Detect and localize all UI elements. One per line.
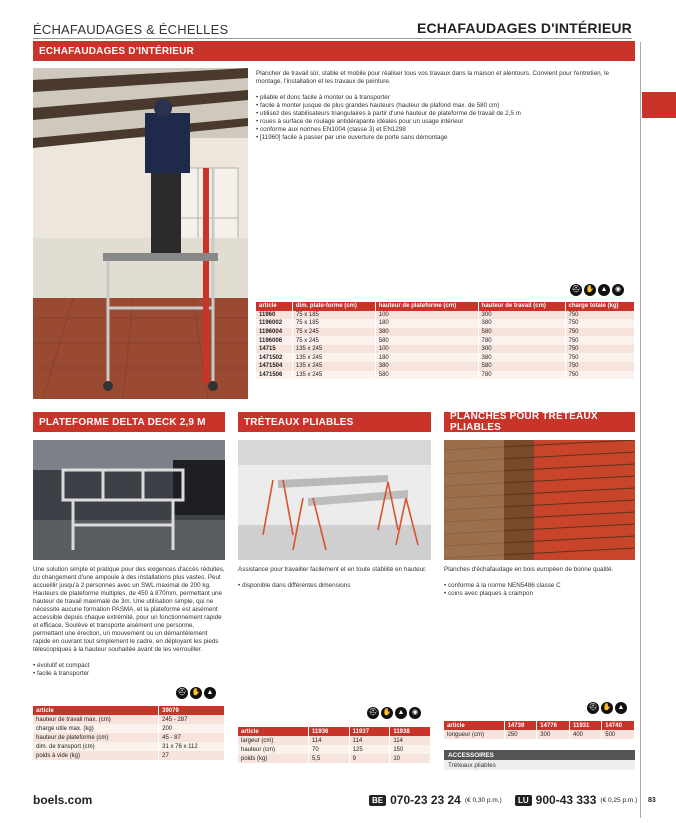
- planches-bullet: • conforme à la norme NEN5486 classe C: [444, 582, 635, 590]
- table-cell: charge utile max. (kg): [33, 724, 159, 733]
- table-cell: 180: [375, 319, 478, 328]
- table-cell: 300: [478, 345, 565, 354]
- main-spec-table: [256, 302, 635, 379]
- delta-safety-icons: [176, 687, 216, 699]
- table-cell: 750: [565, 311, 635, 320]
- table-cell: 300: [478, 311, 565, 320]
- table-cell: hauteur de travail max. (cm): [33, 715, 159, 724]
- table-row: [256, 328, 635, 337]
- table-cell: 27: [159, 751, 225, 760]
- table-cell: 750: [565, 353, 635, 362]
- col-header: article: [33, 706, 159, 715]
- footer-website[interactable]: boels.com: [33, 793, 93, 807]
- footer-lu-contact: [515, 793, 637, 807]
- gloves-icon: ✋: [601, 702, 613, 714]
- table-row: [238, 736, 431, 745]
- gloves-icon: ✋: [190, 687, 202, 699]
- table-cell: 75 x 185: [292, 319, 375, 328]
- table-cell: 750: [565, 371, 635, 380]
- delta-bullet: • facile à transporter: [33, 670, 225, 678]
- col-header: 11936: [309, 727, 350, 736]
- accessories-bar: [444, 750, 635, 760]
- table-row: [33, 715, 225, 724]
- table-cell: 380: [478, 319, 565, 328]
- lu-badge: LU: [515, 795, 532, 806]
- col-header: hauteur de travail (cm): [478, 302, 565, 311]
- delta-section-title: PLATEFORME DELTA DECK 2,9 M: [39, 416, 206, 428]
- table-cell: 100: [375, 345, 478, 354]
- table-header-row: [444, 721, 635, 730]
- table-cell: 1196004: [256, 328, 292, 337]
- lu-rate: (€ 0,25 p.m.): [600, 796, 638, 804]
- table-cell: 114: [390, 736, 431, 745]
- table-cell: 5,5: [309, 754, 350, 763]
- table-cell: 1471506: [256, 371, 292, 380]
- section-title: ECHAFAUDAGES D'INTÉRIEUR: [416, 20, 632, 36]
- table-cell: 180: [375, 353, 478, 362]
- helmet-icon: ⛑: [570, 284, 582, 296]
- shoes-icon: ▲: [598, 284, 610, 296]
- helmet-icon: ⛑: [367, 707, 379, 719]
- treteaux-section-title: TRÉTEAUX PLIABLES: [244, 416, 354, 428]
- col-header: 14740: [602, 721, 635, 730]
- table-cell: 1196006: [256, 336, 292, 345]
- table-cell: dim. de transport (cm): [33, 742, 159, 751]
- shoes-icon: ▲: [615, 702, 627, 714]
- table-cell: 750: [565, 336, 635, 345]
- delta-bullet: • évolutif et compact: [33, 662, 225, 670]
- gloves-icon: ✋: [381, 707, 393, 719]
- table-cell: 114: [309, 736, 350, 745]
- planches-section-bar: [444, 412, 635, 432]
- table-row: [238, 754, 431, 763]
- table-cell: 200: [159, 724, 225, 733]
- planches-description: Planches d'échafaudage en bois européen de bonne qualité.: [444, 566, 614, 573]
- table-cell: 75 x 185: [292, 311, 375, 320]
- table-header-row: [256, 302, 635, 311]
- table-cell: 14715: [256, 345, 292, 354]
- table-row: [256, 345, 635, 354]
- table-row: [256, 371, 635, 380]
- chapter-tab: [642, 92, 676, 118]
- table-cell: 1471504: [256, 362, 292, 371]
- delta-section-bar: [33, 412, 225, 432]
- planches-bullets: [444, 582, 635, 598]
- col-header: article: [238, 727, 309, 736]
- accessories-title: ACCESSOIRES: [448, 751, 494, 759]
- table-cell: poids (kg): [238, 754, 309, 763]
- table-cell: 750: [565, 362, 635, 371]
- table-cell: 245 - 287: [159, 715, 225, 724]
- accessories-item: Tréteaux pliables: [448, 761, 496, 769]
- table-cell: 70: [309, 745, 350, 754]
- delta-description-block: [33, 566, 225, 678]
- harness-icon: ◉: [612, 284, 624, 296]
- table-cell: 380: [478, 353, 565, 362]
- treteaux-bullet: • disponible dans différentes dimensions: [238, 582, 431, 590]
- header-divider: [33, 38, 632, 39]
- col-header: 11938: [390, 727, 431, 736]
- table-cell: 135 x 245: [292, 353, 375, 362]
- planches-description-block: [444, 566, 635, 598]
- planches-spec-table: [444, 721, 635, 739]
- table-cell: 300: [537, 730, 570, 739]
- table-cell: 780: [478, 336, 565, 345]
- table-cell: 750: [565, 345, 635, 354]
- be-rate: (€ 0,30 p.m.): [464, 796, 502, 804]
- planches-section-title: PLANCHES POUR TRÉTEAUX PLIABLES: [450, 411, 598, 433]
- helmet-icon: ⛑: [587, 702, 599, 714]
- helmet-icon: ⛑: [176, 687, 188, 699]
- table-cell: 125: [349, 745, 390, 754]
- table-cell: 500: [602, 730, 635, 739]
- main-description-block: [256, 70, 636, 142]
- main-bullet: • utilisez des stabilisateurs triangulaires à partir d'une hauteur de plateforme de travail de 2,5 m: [256, 110, 636, 118]
- page-number: 83: [648, 797, 656, 804]
- col-header: article: [444, 721, 504, 730]
- treteaux-section-bar: [238, 412, 431, 432]
- footer-be-contact: [369, 793, 502, 807]
- table-cell: 114: [349, 736, 390, 745]
- table-row: [33, 751, 225, 760]
- harness-icon: ◉: [409, 707, 421, 719]
- table-cell: 31 x 76 x 112: [159, 742, 225, 751]
- table-cell: 750: [565, 328, 635, 337]
- table-cell: 580: [375, 371, 478, 380]
- table-cell: 45 - 87: [159, 733, 225, 742]
- col-header: 11931: [570, 721, 602, 730]
- table-cell: hauteur (cm): [238, 745, 309, 754]
- accessories-row: [444, 760, 635, 770]
- table-cell: 135 x 245: [292, 362, 375, 371]
- main-bullet: • conforme aux normes EN1004 (classe 3) et EN1298: [256, 126, 636, 134]
- planches-safety-icons: [587, 702, 627, 714]
- table-cell: 75 x 245: [292, 328, 375, 337]
- treteaux-description: Assistance pour travailler facilement et en toute stabilité en hauteur.: [238, 566, 427, 573]
- col-header: article: [256, 302, 292, 311]
- table-row: [33, 733, 225, 742]
- table-cell: 380: [375, 328, 478, 337]
- table-cell: 135 x 245: [292, 345, 375, 354]
- gloves-icon: ✋: [584, 284, 596, 296]
- margin-rule: [640, 42, 641, 818]
- col-header: 39079: [159, 706, 225, 715]
- main-section-title: ECHAFAUDAGES D'INTÉRIEUR: [39, 45, 194, 57]
- table-cell: 75 x 245: [292, 336, 375, 345]
- table-cell: 11960: [256, 311, 292, 320]
- table-cell: 150: [390, 745, 431, 754]
- main-photo: [33, 68, 248, 399]
- table-cell: largeur (cm): [238, 736, 309, 745]
- table-row: [33, 742, 225, 751]
- table-cell: longueur (cm): [444, 730, 504, 739]
- table-row: [256, 336, 635, 345]
- main-bullet: • facile à monter jusque de plus grandes hauteurs (hauteur de plafond max. de 580 cm): [256, 102, 636, 110]
- col-header: 11937: [349, 727, 390, 736]
- treteaux-spec-table: [238, 727, 431, 763]
- table-row: [444, 730, 635, 739]
- table-header-row: [33, 706, 225, 715]
- main-description: Plancher de travail sûr, stable et mobile pour réaliser tous vos travaux dans la maison et alentours. Convient pour l'entretien, le montage, l'installation et les travaux de peinture.: [256, 70, 609, 85]
- table-header-row: [238, 727, 431, 736]
- table-cell: 580: [478, 362, 565, 371]
- table-cell: 380: [375, 362, 478, 371]
- shoes-icon: ▲: [204, 687, 216, 699]
- main-bullet: • [11960] facile à passer par une ouverture de porte sans démontage: [256, 134, 636, 142]
- main-bullets: [256, 94, 636, 142]
- treteaux-description-block: [238, 566, 431, 590]
- treteaux-safety-icons: [367, 707, 421, 719]
- table-cell: 1196002: [256, 319, 292, 328]
- table-cell: 10: [390, 754, 431, 763]
- table-cell: 1471502: [256, 353, 292, 362]
- table-cell: 750: [565, 319, 635, 328]
- delta-bullets: [33, 662, 225, 678]
- main-safety-icons: [570, 284, 624, 296]
- planches-photo: [444, 440, 635, 560]
- main-bullet: • pliable et donc facile à monter ou à transporter: [256, 94, 636, 102]
- col-header: charge totale (kg): [565, 302, 635, 311]
- col-header: 14776: [537, 721, 570, 730]
- table-cell: 9: [349, 754, 390, 763]
- main-bullet: • roues à surface de roulage antidérapante idéales pour un usage intérieur: [256, 118, 636, 126]
- treteaux-bullets: [238, 582, 431, 590]
- col-header: hauteur de plateforme (cm): [375, 302, 478, 311]
- table-row: [238, 745, 431, 754]
- table-cell: 250: [504, 730, 537, 739]
- table-cell: 580: [478, 328, 565, 337]
- main-section-bar: [33, 41, 635, 61]
- table-cell: 400: [570, 730, 602, 739]
- treteaux-photo: [238, 440, 431, 560]
- category-title: ÉCHAFAUDAGES & ÉCHELLES: [33, 22, 229, 37]
- table-cell: 100: [375, 311, 478, 320]
- table-cell: 780: [478, 371, 565, 380]
- table-row: [256, 311, 635, 320]
- table-cell: poids à vide (kg): [33, 751, 159, 760]
- table-row: [256, 353, 635, 362]
- table-row: [256, 362, 635, 371]
- col-header: dim. plate-forme (cm): [292, 302, 375, 311]
- table-cell: 580: [375, 336, 478, 345]
- shoes-icon: ▲: [395, 707, 407, 719]
- be-badge: BE: [369, 795, 386, 806]
- table-row: [33, 724, 225, 733]
- delta-photo: [33, 440, 225, 560]
- table-cell: 135 x 245: [292, 371, 375, 380]
- col-header: 14739: [504, 721, 537, 730]
- delta-description: Une solution simple et pratique pour des exigences d'accès réduites, du changement d'une ampoule à des installations plus vastes. Peut accueillir jusqu'à 2 personnes avec un SWL maximal de 200 kg. Hauteurs de plateforme multiples, de 450 à 870mm, permettant une hauteur de travail maximale de 3m. Une utilisation simple, qui ne nécessite aucune formation PASMA, et la plateforme est aisément accessible depuis chaque extrémité, pour un fonctionnement rapide et efficace. Soulève et transporte aisément une personne, permettant une érection, un mouvement ou un démantèlement rapide en ouvrant tout simplement le cadre, en déployant les pieds télescopiques à la hauteur souhaitée avant de les verrouiller.: [33, 566, 225, 653]
- table-cell: hauteur de plateforme (cm): [33, 733, 159, 742]
- planches-bullet: • coins avec plaques à crampon: [444, 590, 635, 598]
- delta-spec-table: [33, 706, 225, 760]
- table-row: [256, 319, 635, 328]
- be-phone: 070-23 23 24: [390, 793, 461, 807]
- lu-phone: 900-43 333: [535, 793, 597, 807]
